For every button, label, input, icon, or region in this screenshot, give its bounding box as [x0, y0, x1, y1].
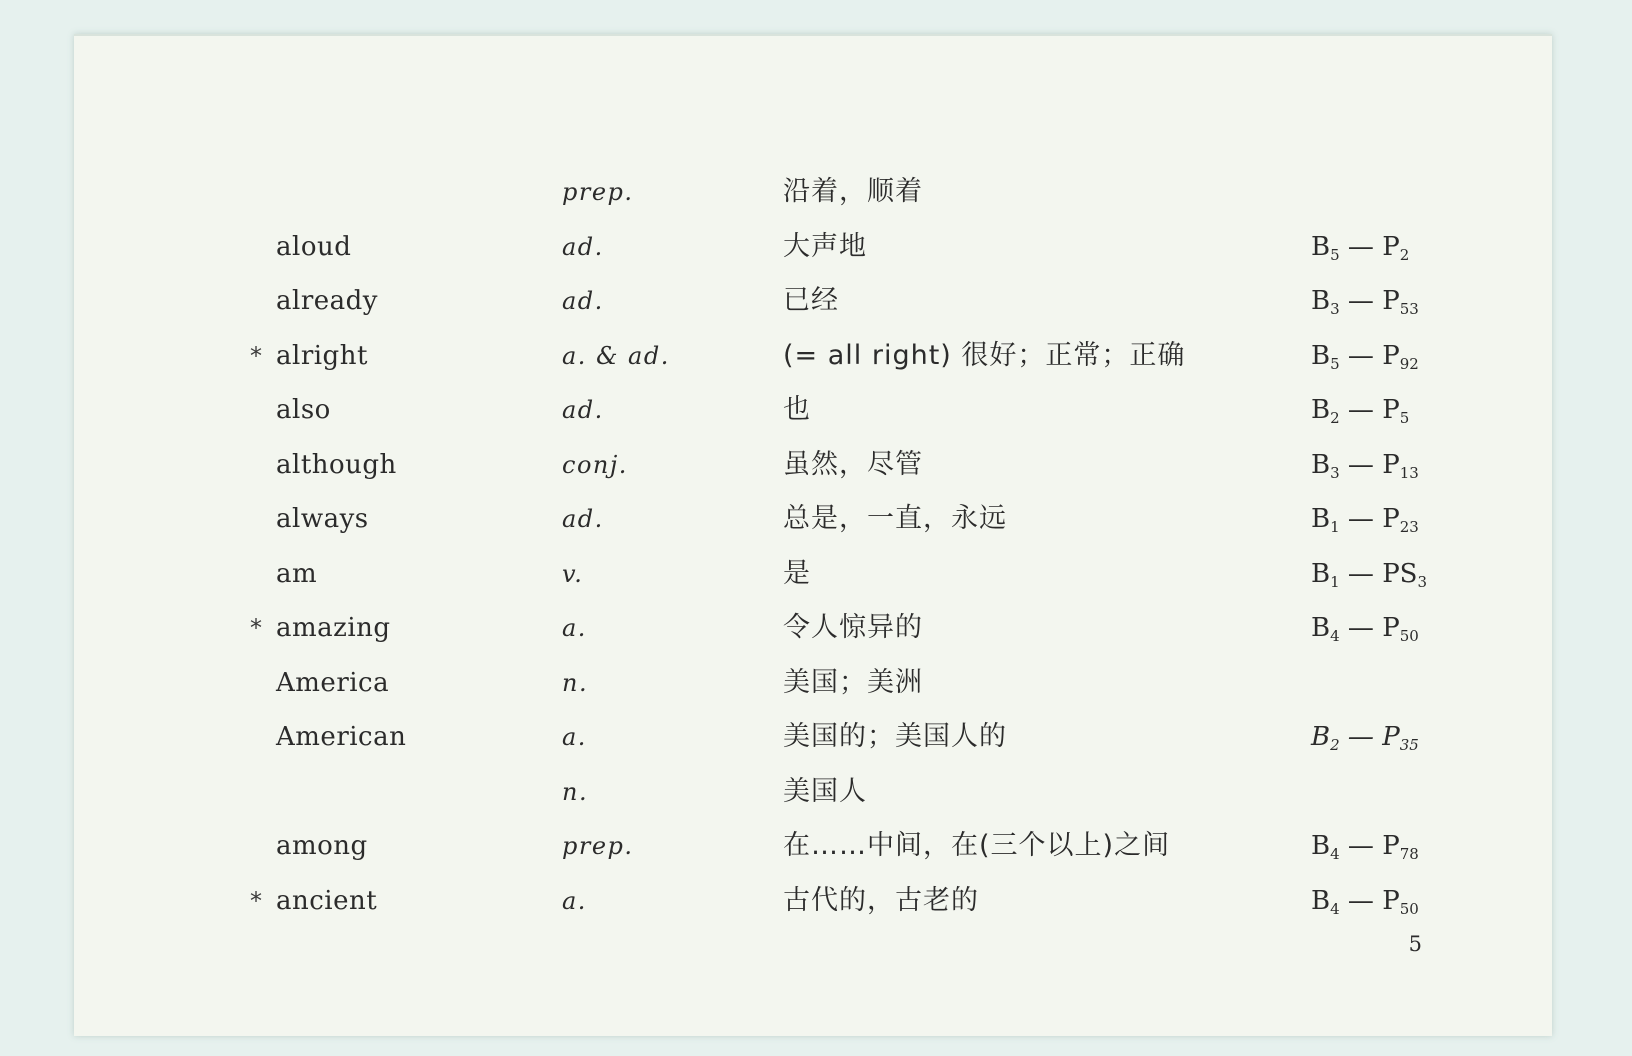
- glossary-row: [74, 655, 1552, 711]
- part-of-speech: conj.: [562, 450, 628, 479]
- glossary-row: [74, 328, 1552, 384]
- book-page-reference: [1311, 873, 1419, 929]
- new-word-marker: *: [250, 341, 262, 370]
- headword: always: [276, 504, 369, 534]
- page-letter: P: [1382, 340, 1400, 371]
- page-ref-number: 13: [1399, 463, 1419, 482]
- page-letter: P: [1382, 722, 1400, 752]
- book-letter: B: [1311, 340, 1331, 371]
- book-number: 1: [1330, 518, 1340, 536]
- headword: American: [276, 722, 407, 752]
- reference-separator: —: [1339, 558, 1383, 589]
- part-of-speech: n.: [562, 668, 589, 697]
- reference-separator: —: [1339, 722, 1383, 752]
- chinese-meaning: 古代的，古老的: [783, 884, 979, 916]
- book-letter: B: [1311, 613, 1331, 643]
- chinese-meaning: 虽然，尽管: [783, 448, 923, 480]
- part-of-speech: ad.: [562, 396, 604, 424]
- page-letter: P: [1382, 613, 1400, 643]
- page-ref-number: 3: [1417, 572, 1428, 591]
- headword: ancient: [276, 885, 378, 916]
- book-letter: B: [1311, 722, 1331, 752]
- chinese-meaning: 总是，一直，永远: [783, 503, 1007, 534]
- reference-separator: —: [1339, 231, 1383, 262]
- book-letter: B: [1311, 286, 1331, 316]
- part-of-speech: prep.: [562, 832, 634, 860]
- book-page-reference: [1311, 382, 1409, 438]
- book-page-reference: [1311, 273, 1419, 329]
- book-number: 2: [1330, 409, 1340, 427]
- book-letter: B: [1311, 231, 1331, 262]
- page-letter: PS: [1382, 558, 1418, 589]
- glossary-row: [74, 764, 1552, 820]
- headword: America: [276, 667, 390, 698]
- part-of-speech: ad.: [562, 232, 604, 261]
- book-letter: B: [1311, 504, 1331, 534]
- glossary-row: [74, 491, 1552, 547]
- chinese-meaning: 令人惊异的: [783, 612, 923, 643]
- chinese-meaning: 也: [783, 394, 811, 425]
- part-of-speech: prep.: [562, 178, 634, 206]
- page-number: 5: [1408, 932, 1422, 956]
- headword: among: [276, 831, 368, 861]
- book-letter: B: [1311, 395, 1331, 425]
- headword: already: [276, 286, 378, 316]
- page-ref-number: 2: [1399, 245, 1410, 264]
- page-ref-number: 35: [1399, 736, 1419, 754]
- reference-separator: —: [1339, 613, 1383, 643]
- book-number: 3: [1330, 463, 1340, 482]
- page-letter: P: [1382, 449, 1400, 480]
- chinese-meaning: 美国人: [783, 775, 867, 807]
- page-ref-number: 92: [1399, 354, 1419, 373]
- new-word-marker: *: [250, 886, 262, 915]
- glossary-row: [74, 546, 1552, 602]
- page-letter: P: [1382, 504, 1400, 534]
- book-page-reference: [1311, 328, 1419, 384]
- part-of-speech: ad.: [562, 287, 604, 315]
- chinese-meaning: 美国；美洲: [783, 666, 923, 698]
- reference-separator: —: [1339, 449, 1383, 480]
- reference-separator: —: [1339, 286, 1383, 316]
- book-number: 5: [1330, 245, 1340, 264]
- book-letter: B: [1311, 558, 1331, 589]
- headword: aloud: [276, 231, 352, 262]
- chinese-meaning: 是: [783, 557, 811, 589]
- book-page-reference: [1311, 709, 1419, 765]
- glossary-row: [74, 600, 1552, 656]
- headword: also: [276, 395, 331, 425]
- chinese-meaning: 已经: [783, 285, 839, 316]
- book-number: 3: [1330, 300, 1340, 318]
- headword: although: [276, 449, 397, 480]
- book-letter: B: [1311, 449, 1331, 480]
- page-ref-number: 50: [1399, 899, 1419, 918]
- page-ref-number: 50: [1399, 627, 1419, 645]
- book-number: 1: [1330, 572, 1340, 591]
- glossary-row: [74, 219, 1552, 275]
- part-of-speech: ad.: [562, 505, 604, 533]
- page-ref-number: 53: [1399, 300, 1419, 318]
- headword: alright: [276, 340, 368, 371]
- part-of-speech: a. & ad.: [562, 341, 670, 370]
- glossary-row: [74, 164, 1552, 220]
- page-letter: P: [1382, 831, 1400, 861]
- reference-separator: —: [1339, 831, 1383, 861]
- part-of-speech: v.: [562, 559, 584, 588]
- book-page-reference: [1311, 219, 1409, 275]
- chinese-meaning: 沿着，顺着: [783, 176, 923, 207]
- book-number: 4: [1330, 627, 1340, 645]
- book-letter: B: [1311, 885, 1331, 916]
- page-letter: P: [1382, 395, 1400, 425]
- page-ref-number: 23: [1399, 518, 1419, 536]
- page-letter: P: [1382, 885, 1400, 916]
- reference-separator: —: [1339, 395, 1383, 425]
- reference-separator: —: [1339, 885, 1383, 916]
- chinese-meaning: 在……中间，在(三个以上)之间: [783, 830, 1171, 861]
- chinese-meaning: (= all right) 很好；正常；正确: [783, 339, 1186, 371]
- book-page-reference: [1311, 600, 1419, 656]
- book-page-reference: [1311, 546, 1427, 602]
- book-number: 5: [1330, 354, 1340, 373]
- glossary-row: [74, 818, 1552, 874]
- page-letter: P: [1382, 231, 1400, 262]
- part-of-speech: n.: [562, 777, 589, 806]
- book-page-reference: [1311, 437, 1419, 493]
- part-of-speech: a.: [562, 886, 587, 915]
- part-of-speech: a.: [562, 614, 587, 642]
- page-ref-number: 78: [1399, 845, 1419, 863]
- book-page-reference: [1311, 818, 1419, 874]
- glossary-row: [74, 273, 1552, 329]
- reference-separator: —: [1339, 504, 1383, 534]
- chinese-meaning: 大声地: [783, 230, 867, 262]
- headword: am: [276, 558, 318, 589]
- glossary-row: [74, 437, 1552, 493]
- page-letter: P: [1382, 286, 1400, 316]
- book-number: 2: [1330, 736, 1340, 754]
- book-letter: B: [1311, 831, 1331, 861]
- book-number: 4: [1330, 845, 1340, 863]
- document-page: [74, 34, 1552, 1036]
- book-number: 4: [1330, 899, 1340, 918]
- glossary-row: [74, 382, 1552, 438]
- page-ref-number: 5: [1399, 409, 1410, 427]
- new-word-marker: *: [250, 614, 262, 642]
- book-page-reference: [1311, 491, 1419, 547]
- glossary-row: [74, 709, 1552, 765]
- headword: amazing: [276, 613, 391, 643]
- reference-separator: —: [1339, 340, 1383, 371]
- part-of-speech: a.: [562, 723, 587, 751]
- chinese-meaning: 美国的；美国人的: [783, 721, 1007, 752]
- glossary-row: [74, 873, 1552, 929]
